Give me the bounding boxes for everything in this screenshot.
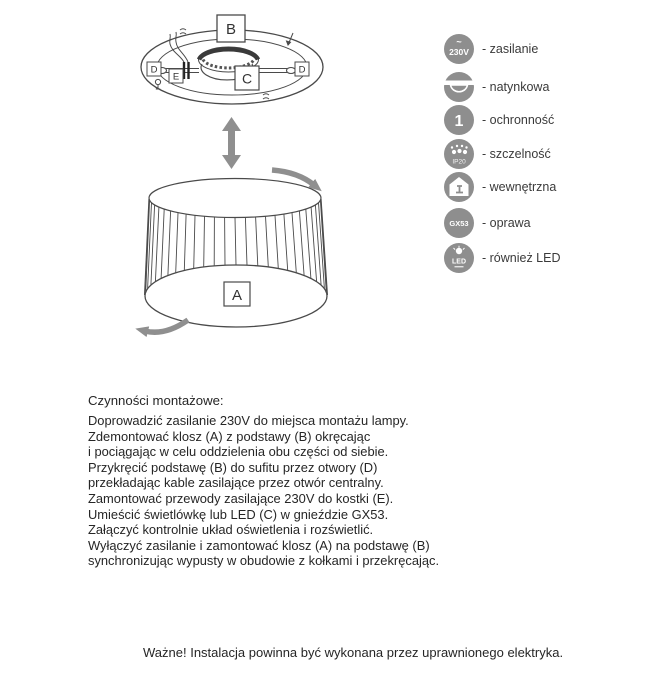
spec-row-oprawa	[444, 208, 531, 238]
mounting-instructions	[88, 393, 439, 569]
tilde-glyph: ~	[456, 37, 462, 47]
instruction-line: i pociągając w celu oddzielenia obu części od siebie.	[88, 444, 389, 460]
screw-hole-right	[287, 68, 296, 74]
lampshade-top-rim	[149, 179, 321, 218]
label-box-e	[169, 69, 183, 83]
spec-row-zasilanie	[444, 34, 538, 64]
base-plate-top-view	[141, 15, 323, 104]
class-1-glyph: 1	[454, 113, 464, 130]
label-box-c	[235, 66, 259, 90]
part-label-e: E	[172, 71, 180, 83]
label-box-d-left	[147, 62, 161, 76]
instruction-line: Zamontować przewody zasilające 230V do kostki (E).	[88, 490, 394, 506]
gx53-base-icon	[444, 208, 474, 238]
terminal-block	[184, 62, 189, 79]
spec-row-rowniez-led	[444, 243, 561, 273]
ip20-glyph: IP20	[452, 158, 466, 166]
spec-label: - zasilanie	[482, 42, 539, 56]
instruction-line: Zdemontować klosz (A) z podstawy (B) okręcając	[88, 428, 371, 444]
spec-label: - natynkowa	[482, 80, 550, 94]
part-label-c: C	[241, 70, 253, 87]
protection-class-icon	[444, 105, 474, 135]
squiggle-mark-left	[180, 29, 186, 34]
label-box-b	[217, 15, 245, 42]
led-compatible-icon	[444, 243, 474, 273]
gx53-glyph: GX53	[449, 219, 469, 228]
spec-label: - ochronność	[482, 113, 555, 127]
rotate-arrow-bottom	[145, 320, 188, 332]
instruction-line: Przykręcić podstawę (B) do sufitu przez otwory (D)	[88, 459, 378, 475]
instruction-line: Umieścić świetlówkę lub LED (C) w gnieździe GX53.	[88, 506, 389, 522]
lampshade	[145, 170, 328, 332]
led-glyph: LED	[452, 258, 466, 266]
spec-label: - wewnętrzna	[482, 180, 557, 194]
spec-row-natynkowa	[444, 72, 549, 102]
spec-label: - oprawa	[482, 216, 531, 230]
spec-row-wewnetrzna	[444, 172, 556, 202]
part-label-d-right: D	[298, 64, 306, 76]
label-box-a	[224, 282, 250, 306]
surface-mount-icon	[444, 72, 474, 102]
label-box-d-right	[295, 62, 309, 76]
instruction-line: Doprowadzić zasilanie 230V do miejsca montażu lampy.	[88, 413, 409, 428]
spec-row-ochronnosc	[444, 105, 554, 135]
squiggle-mark-right	[263, 94, 269, 99]
indoor-use-icon	[444, 172, 474, 202]
instruction-line: przekładając kable zasilające przez otwór centralny.	[88, 475, 384, 491]
spec-label: - również LED	[482, 251, 561, 265]
spec-row-szczelnosc	[444, 139, 551, 169]
important-note: Ważne! Instalacja powinna być wykonana przez uprawnionego elektryka.	[143, 645, 564, 660]
spec-label: - szczelność	[482, 147, 551, 161]
instructions-title: Czynności montażowe:	[88, 393, 224, 408]
voltage-230v-icon	[444, 34, 474, 64]
instruction-line: Załączyć kontrolnie układ oświetlenia i rozświetlić.	[88, 522, 374, 538]
part-label-b: B	[225, 21, 237, 38]
voltage-glyph: 230V	[449, 47, 469, 57]
instruction-line: synchronizując wypusty w obudowie z kołkami i przekręcając.	[88, 553, 440, 569]
socket-rim-band	[199, 49, 258, 59]
part-label-d-left: D	[150, 64, 158, 76]
ip20-icon	[444, 139, 474, 169]
part-label-a: A	[231, 287, 243, 304]
instruction-line: Wyłączyć zasilanie i zamontować klosz (A) na podstawę (B)	[88, 537, 430, 553]
up-down-arrow	[222, 117, 241, 169]
